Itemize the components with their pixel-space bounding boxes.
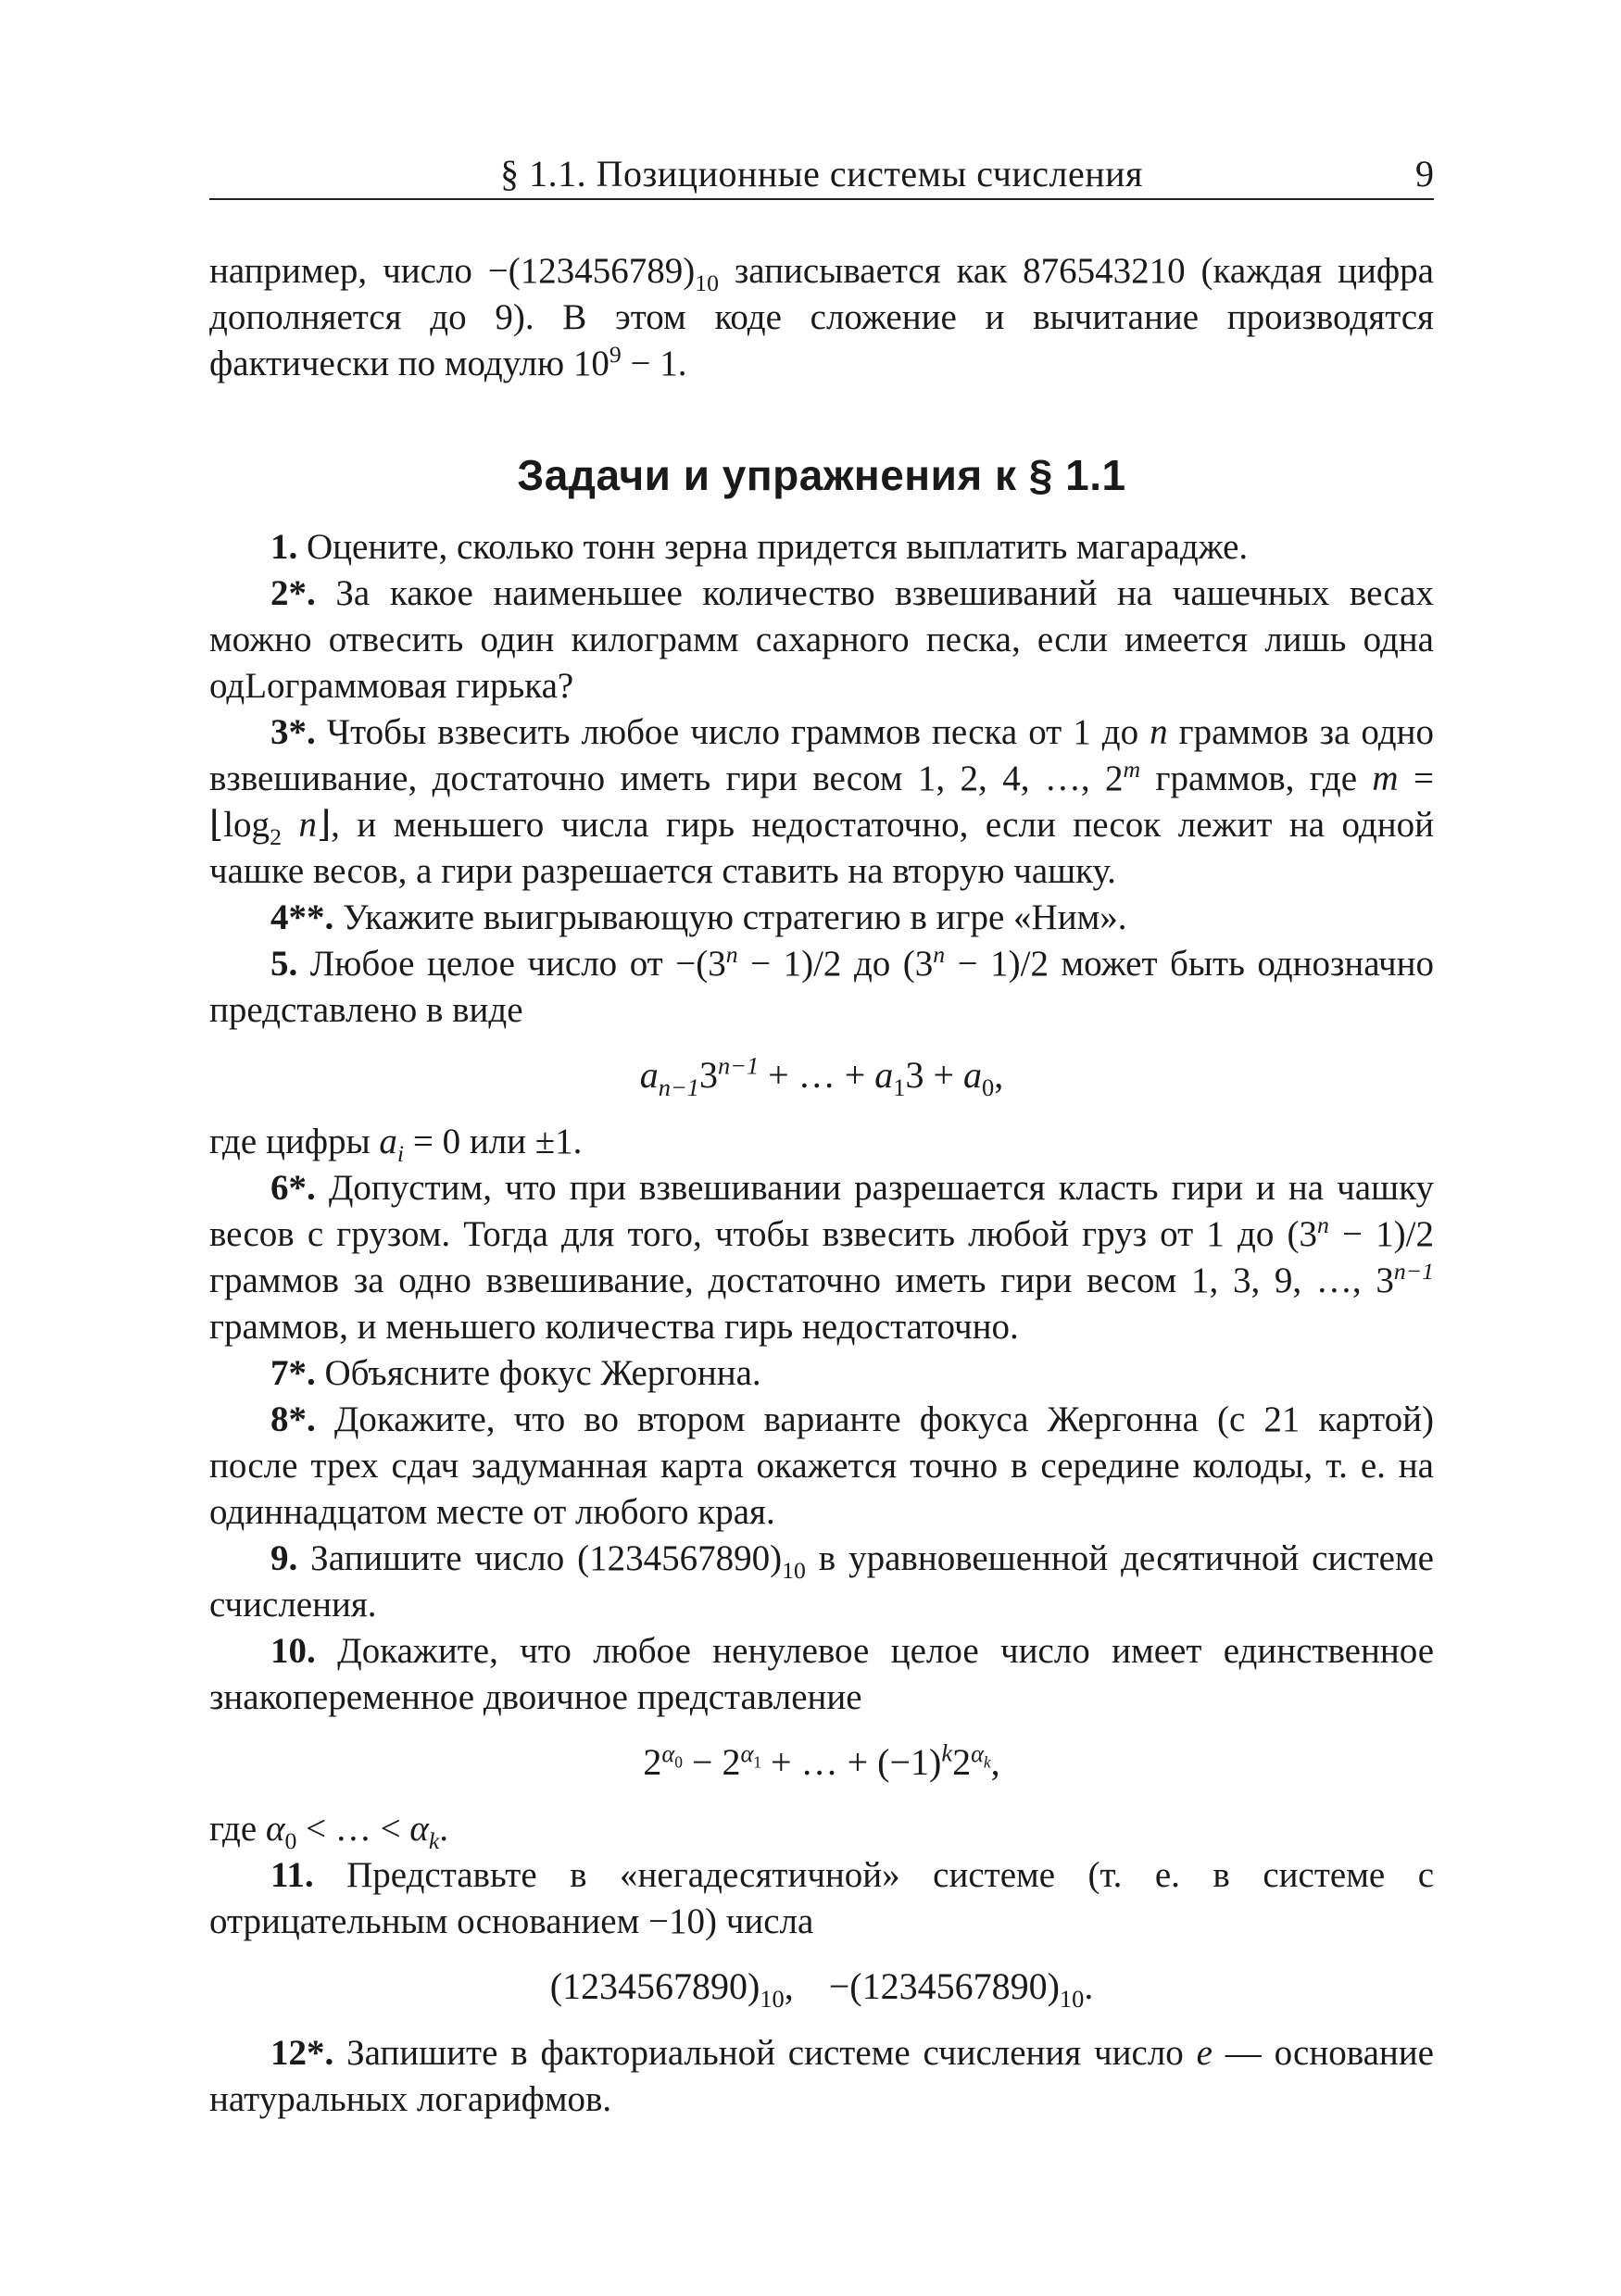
exercise-number: 9. (270, 1538, 298, 1578)
exercise-number: 11. (270, 1855, 314, 1895)
exercise-number: 8*. (270, 1399, 316, 1439)
formula-numbers: $(1234567890)_{10}$, $-(1234567890)_{10}$. (549, 1965, 1094, 2013)
running-header (209, 148, 1434, 200)
exercise-4: 4**. Укажите выигрывающую стратегию в игре «Ним». (270, 897, 1127, 937)
exercise-1: 1. Оцените, сколько тонн зерна придется выплатить магарадже. (270, 527, 1249, 567)
book-page (209, 148, 1434, 2123)
exercise-number: 1. (270, 527, 298, 567)
intro-paragraph: например, число $-(123456789)_{10}$ записывается как 876543210 (каждая цифра дополняется до 9). В этом коде сложение и вычитание производятся фактически по модулю $10^9 - 1$. (209, 251, 1434, 383)
exercise-9: 9. Запишите число $(1234567890)_{10}$ в уравновешенной десятичной системе счисления. (209, 1538, 1434, 1625)
exercise-2: 2*. За какое наименьшее количество взвешиваний на чашечных весах можно отвесить один килограмм сахарного песка, если имеется лишь одна одLoграммовая гирька? (209, 573, 1434, 706)
exercise-number: 6*. (270, 1168, 316, 1208)
formula-alternating-binary: $2^{\alpha_0} - 2^{\alpha_1}$ + … + $(-1)^k2^{\alpha_k}$, (643, 1738, 1000, 1783)
formula-balanced-ternary: $a_{n-1}3^{n-1}$ + … + $a_13 + a_0$, (639, 1051, 1004, 1101)
section-title: Задачи и упражнения к § 1.1 (517, 451, 1126, 499)
exercise-number: 5. (270, 944, 298, 984)
exercise-8: 8*. Докажите, что во втором варианте фокуса Жергонна (с 21 картой) после трех сдач задуманная карта окажется точно в середине колоды, т. е. на одиннадцатом месте от любого края. (209, 1399, 1434, 1532)
exercise-11: 11. Представьте в «негадесятичной» системе (т. е. в системе с отрицательным основанием −10) числа (209, 1855, 1434, 1941)
exercise-5: 5. Любое целое число от $-(3^n - 1)/2$ до $(3^n - 1)/2$ может быть однозначно представлено в виде (209, 941, 1434, 1030)
exercise-number: 12*. (270, 2033, 334, 2073)
exercise-number: 2*. (270, 573, 316, 613)
exercise-5-continuation: где цифры $a_i = 0$ или ±1. (209, 1122, 583, 1167)
exercise-number: 4**. (270, 897, 334, 937)
exercise-10: 10. Докажите, что любое ненулевое целое число имеет единственное знакопеременное двоичное представление (209, 1631, 1434, 1717)
exercise-10-continuation: где $\alpha_0$ < … < $\alpha_k$. (209, 1809, 448, 1854)
exercise-6: 6*. Допустим, что при взвешивании разрешается класть гири и на чашку весов с грузом. Тогда для того, чтобы взвесить любой груз от 1 до $(3^n - 1)/2$ граммов за одно взвешивание, достаточно иметь гири весом 1, 3, 9, …, $3^{n-1}$ граммов, и меньшего количества гирь недостаточно. (209, 1168, 1434, 1347)
exercise-7: 7*. Объясните фокус Жергонна. (270, 1353, 761, 1393)
header-title: § 1.1. Позиционные системы счисления (500, 153, 1143, 194)
exercise-number: 10. (270, 1631, 316, 1671)
page-number: 9 (1415, 153, 1434, 194)
exercise-12: 12*. Запишите в факториальной системе счисления число e — основание натуральных логарифмов. (209, 2033, 1434, 2119)
exercise-3: 3*. Чтобы взвесить любое число граммов песка от 1 до n граммов за одно взвешивание, достаточно иметь гири весом 1, 2, 4, …, 2$^m$ граммов, где $m = ⌊\log_2$ n⌋, и меньшего числа гирь недостаточно, если песок лежит на одной чашке весов, а гири разрешается ставить на вторую чашку. (209, 712, 1435, 891)
exercise-number: 3*. (270, 712, 316, 752)
exercise-number: 7*. (270, 1353, 316, 1393)
